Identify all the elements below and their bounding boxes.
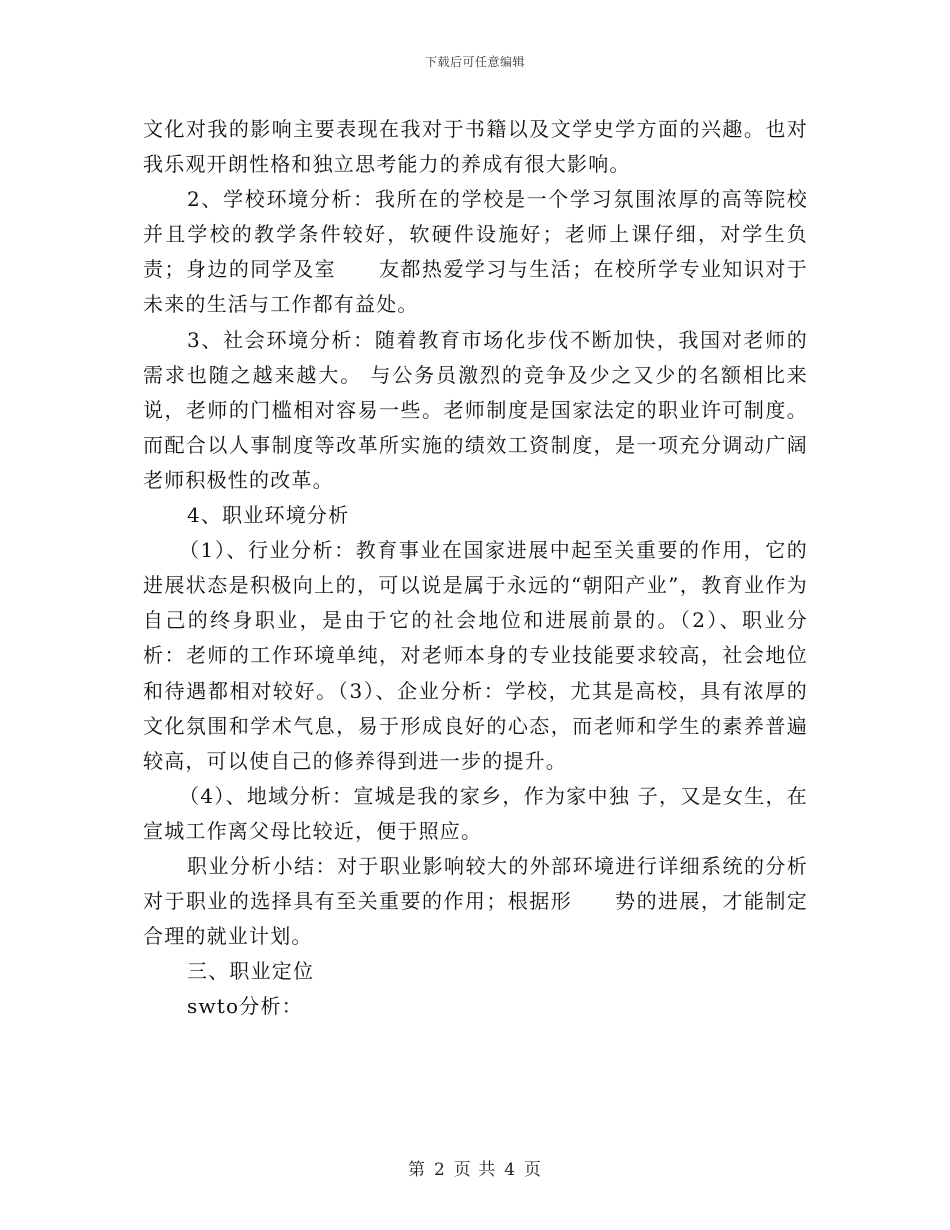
heading-swot-analysis: swto分析：	[187, 994, 303, 1019]
heading-career-environment: 4、职业环境分析	[187, 503, 350, 528]
paragraph-region-analysis: （4）、地域分析：宣城是我的家乡，作为家中独 子，又是女生，在宣城工作离父母比较近，便于照应。	[143, 783, 808, 843]
heading-career-positioning: 三、职业定位	[187, 959, 315, 984]
footer-prefix: 第	[407, 1160, 426, 1180]
footer-middle: 页 共	[453, 1160, 497, 1180]
paragraph-social-environment: 3、社会环境分析：随着教育市场化步伐不断加快，我国对老师的需求也随之越来越大。 与公务员激烈的竞争及少之又少的名额相比来说，老师的门槛相对容易一些。老师制度是国家法定的职业许可制度。而配合以人事制度等改革所实施的绩效工资制度，是一项充分调动广阔老师积极性的改革。	[143, 327, 808, 492]
page-footer	[0, 1155, 950, 1180]
paragraph-industry-analysis: （1）、行业分析：教育事业在国家进展中起至关重要的作用，它的进展状态是积极向上的，可以说是属于永远的“朝阳产业”，教育业作为自己的终身职业，是由于它的社会地位和进展前景的。（2）、职业分析：老师的工作环境单纯，对老师本身的专业技能要求较高，社会地位和待遇都相对较好。（3）、企业分析：学校，尤其是高校，具有浓厚的文化氛围和学术气息，易于形成良好的心态，而老师和学生的素养普遍较高，可以使自己的修养得到进一步的提升。	[143, 538, 808, 773]
paragraph-career-summary: 职业分析小结：对于职业影响较大的外部环境进行详细系统的分析对于职业的选择具有至关重要的作用；根据形 势的进展，才能制定合理的就业计划。	[143, 853, 808, 949]
document-body	[143, 112, 808, 1024]
paragraph-culture-influence: 文化对我的影响主要表现在我对于书籍以及文学史学方面的兴趣。也对我乐观开朗性格和独立思考能力的养成有很大影响。	[143, 117, 808, 177]
total-pages-number: 4	[504, 1160, 517, 1180]
paragraph-school-environment: 2、学校环境分析：我所在的学校是一个学习氛围浓厚的高等院校并且学校的教学条件较好，软硬件设施好；老师上课仔细，对学生负责；身边的同学及室 友都热爱学习与生活；在校所学专业知识对于未来的生活与工作都有益处。	[143, 187, 808, 317]
page-header: 下载后可任意编辑	[424, 55, 525, 69]
current-page-number: 2	[433, 1160, 446, 1180]
footer-suffix: 页	[524, 1160, 543, 1180]
